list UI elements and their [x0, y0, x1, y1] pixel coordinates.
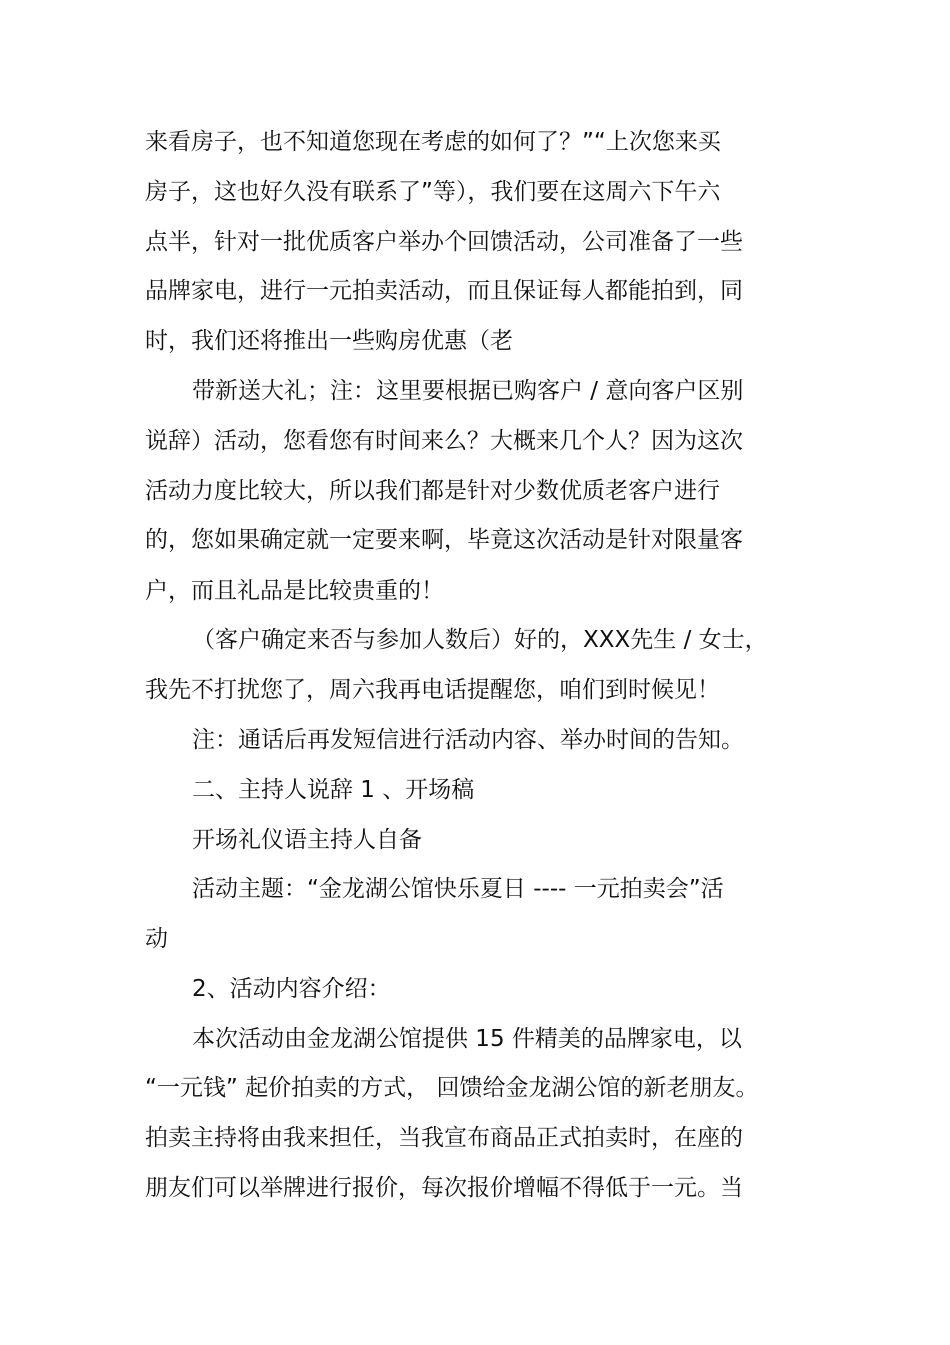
text-line: 户，而且礼品是比较贵重的！	[145, 578, 444, 604]
text-line: 我先不打扰您了，周六我再电话提醒您，咱们到时候见！	[145, 677, 720, 703]
text-line: 本次活动由金龙湖公馆提供 15 件精美的品牌家电，以	[192, 1026, 742, 1052]
text-line: 说辞）活动，您看您有时间来么？大概来几个人？因为这次	[145, 428, 743, 454]
text-line: 带新送大礼；注：这里要根据已购客户 / 意向客户区别	[192, 378, 744, 404]
text-line: 活动主题：“金龙湖公馆快乐夏日 ---- 一元拍卖会”活	[192, 876, 724, 902]
text-line: 拍卖主持将由我来担任，当我宣布商品正式拍卖时，在座的	[145, 1125, 743, 1151]
text-line: 动	[145, 926, 168, 952]
text-line: 时，我们还将推出一些购房优惠（老	[145, 328, 513, 354]
text-line: “一元钱” 起价拍卖的方式， 回馈给金龙湖公馆的新老朋友。	[145, 1075, 759, 1101]
text-line: （客户确定来否与参加人数后）好的，XXX先生 / 女士，	[192, 627, 768, 653]
text-line: 2、活动内容介绍：	[192, 976, 391, 1002]
text-line: 点半，针对一批优质客户举办个回馈活动，公司准备了一些	[145, 229, 743, 255]
text-line: 开场礼仪语主持人自备	[192, 827, 422, 853]
text-line: 注：通话后再发短信进行活动内容、举办时间的告知。	[192, 727, 744, 753]
text-line: 房子，这也好久没有联系了”等），我们要在这周六下午六	[145, 179, 721, 205]
text-line: 二、主持人说辞 1 、开场稿	[192, 777, 475, 803]
text-line: 活动力度比较大，所以我们都是针对少数优质老客户进行	[145, 478, 720, 504]
text-line: 品牌家电，进行一元拍卖活动，而且保证每人都能拍到，同	[145, 278, 743, 304]
text-line: 的，您如果确定就一定要来啊，毕竟这次活动是针对限量客	[145, 527, 743, 553]
text-line: 来看房子，也不知道您现在考虑的如何了？”“上次您来买	[145, 129, 721, 155]
text-line: 朋友们可以举牌进行报价，每次报价增幅不得低于一元。当	[145, 1175, 743, 1201]
